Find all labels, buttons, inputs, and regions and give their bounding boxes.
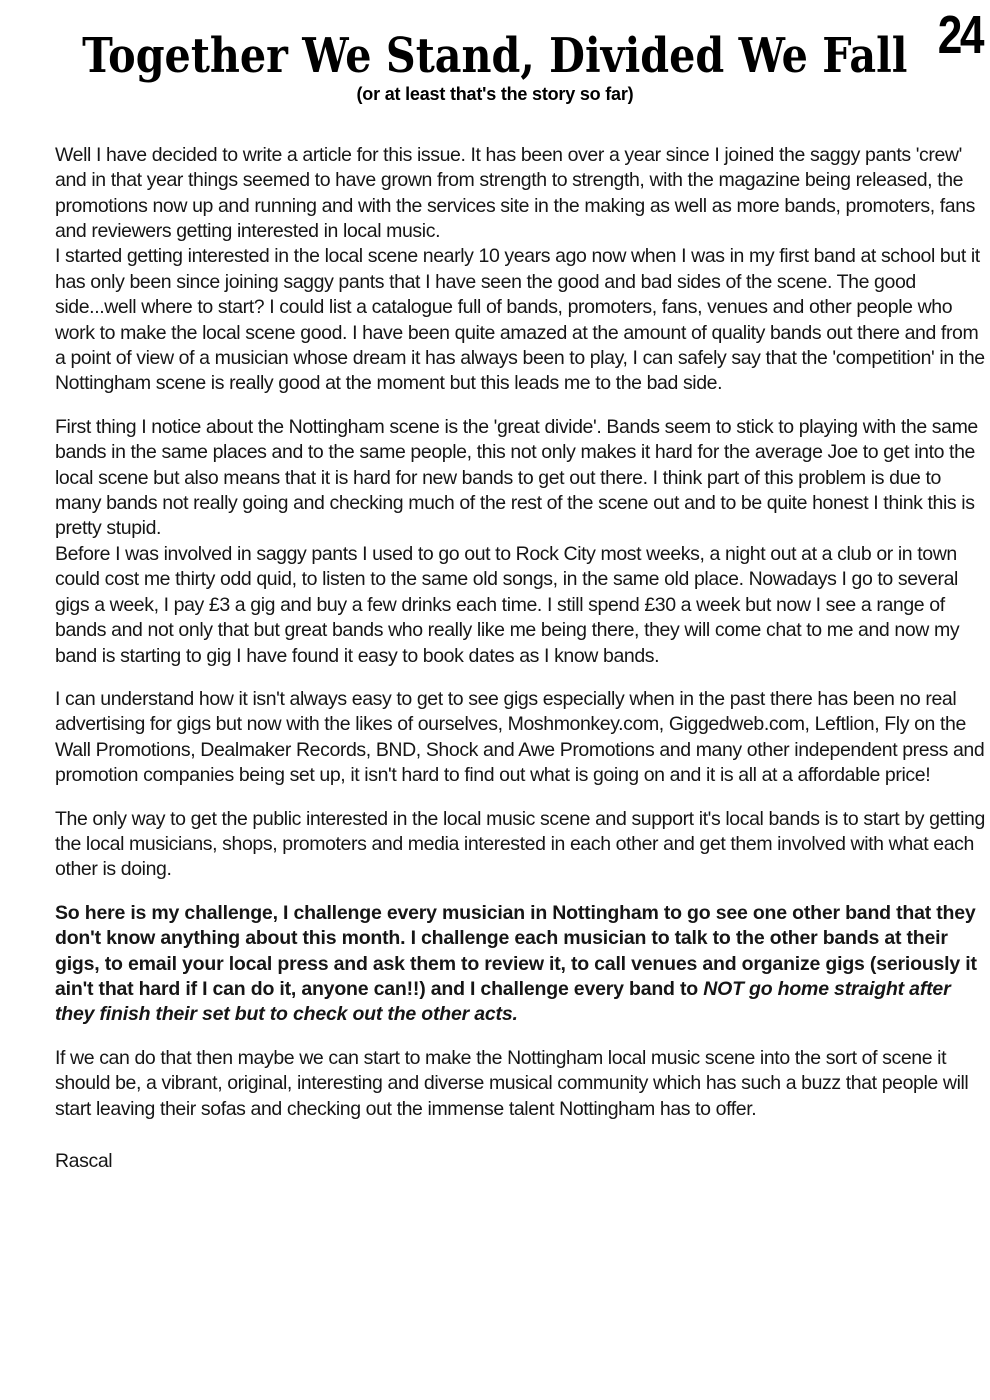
paragraph-conclusion: If we can do that then maybe we can start to make the Nottingham local music scene into the sort of scene it should be, a vibrant, original, interesting and diverse musical community which has such a buzz that people will start leaving their sofas and checking out the immense talent Nottingham has to offer. [55, 1046, 969, 1120]
paragraph-promotion: I can understand how it isn't always easy to get to see gigs especially when in the past there has been no real advertising for gigs but now with the likes of ourselves, Moshmonkey.com, Giggedweb.com, Leftlion, Fly on the Wall Promotions, Dealmaker Records, BND, Shock and Awe Promotions and many other independent press and promotion companies being set up, it isn't hard to find out what is going on and it is all at a affordable price! [55, 687, 985, 787]
signature: Rascal [55, 1150, 113, 1173]
paragraph-great-divide: First thing I notice about the Nottingham scene is the 'great divide'. Bands seem to stick to playing with the same bands in the same places and to the same people, this not only makes it hard for the average Joe to get into the local scene but also means that it is hard for new bands to get out there. I think part of this problem is due to many bands not really going and checking much of the rest of the scene out and to be quite honest I think this is pretty stupid. [55, 415, 978, 540]
article-subtitle: (or at least that's the story so far) [356, 83, 634, 104]
challenge-lead-text: So here is my challenge, I challenge every musician in Nottingham to go see one other band that they don't know anything about this month. I challenge each musician to talk to the other bands at their gigs, to email your local press and ask them to review it, to call venues and organize gigs (seriously it ain't that hard if I can do it, anyone can!!) and I challenge every band to [55, 901, 977, 1000]
paragraph-history: I started getting interested in the local scene nearly 10 years ago now when I was in my first band at school but it has only been since joining saggy pants that I have seen the good and bad sides of the scene. The good side...well where to start? I could list a catalogue full of bands, promoters, fans, venues and other people who work to make the local scene good. I have been quite amazed at the amount of quality bands out there and from a point of view of a musician whose dream it has always been to play, I can safely say that the 'competition' in the Nottingham scene is really good at the moment but this leads me to the bad side. [55, 245, 985, 395]
article-body [55, 143, 985, 1175]
paragraph-public-interest: The only way to get the public interested in the local music scene and support it's local bands is to start by getting the local musicians, shops, promoters and media interested in each other and get them involved with what each other is doing. [55, 807, 985, 881]
article-header [0, 0, 990, 105]
paragraph-intro: Well I have decided to write a article for this issue. It has been over a year since I joined the saggy pants 'crew' and in that year things seemed to have grown from strength to strength, with the magazine being released, the promotions now up and running and with the services site in the making as well as more bands, promoters, fans and reviewers getting interested in local music. [55, 143, 975, 243]
article-title: Together We Stand, Divided We Fall [82, 28, 908, 84]
challenge-emphasis-text: NOT go home straight after they finish their set but to check out the other acts. [55, 977, 951, 1026]
page-number: 24 [937, 5, 982, 65]
paragraph-gig-costs: Before I was involved in saggy pants I used to go out to Rock City most weeks, a night out at a club or in town could cost me thirty odd quid, to listen to the same old songs, in the same old place. Nowadays I go to several gigs a week, I pay £3 a gig and buy a few drinks each time. I still spend £30 a week but now I see a range of bands and not only that but great bands who really like me being there, they will come chat to me and now my band is starting to gig I have found it easy to book dates as I know bands. [55, 542, 960, 667]
paragraph-challenge [55, 901, 985, 1028]
